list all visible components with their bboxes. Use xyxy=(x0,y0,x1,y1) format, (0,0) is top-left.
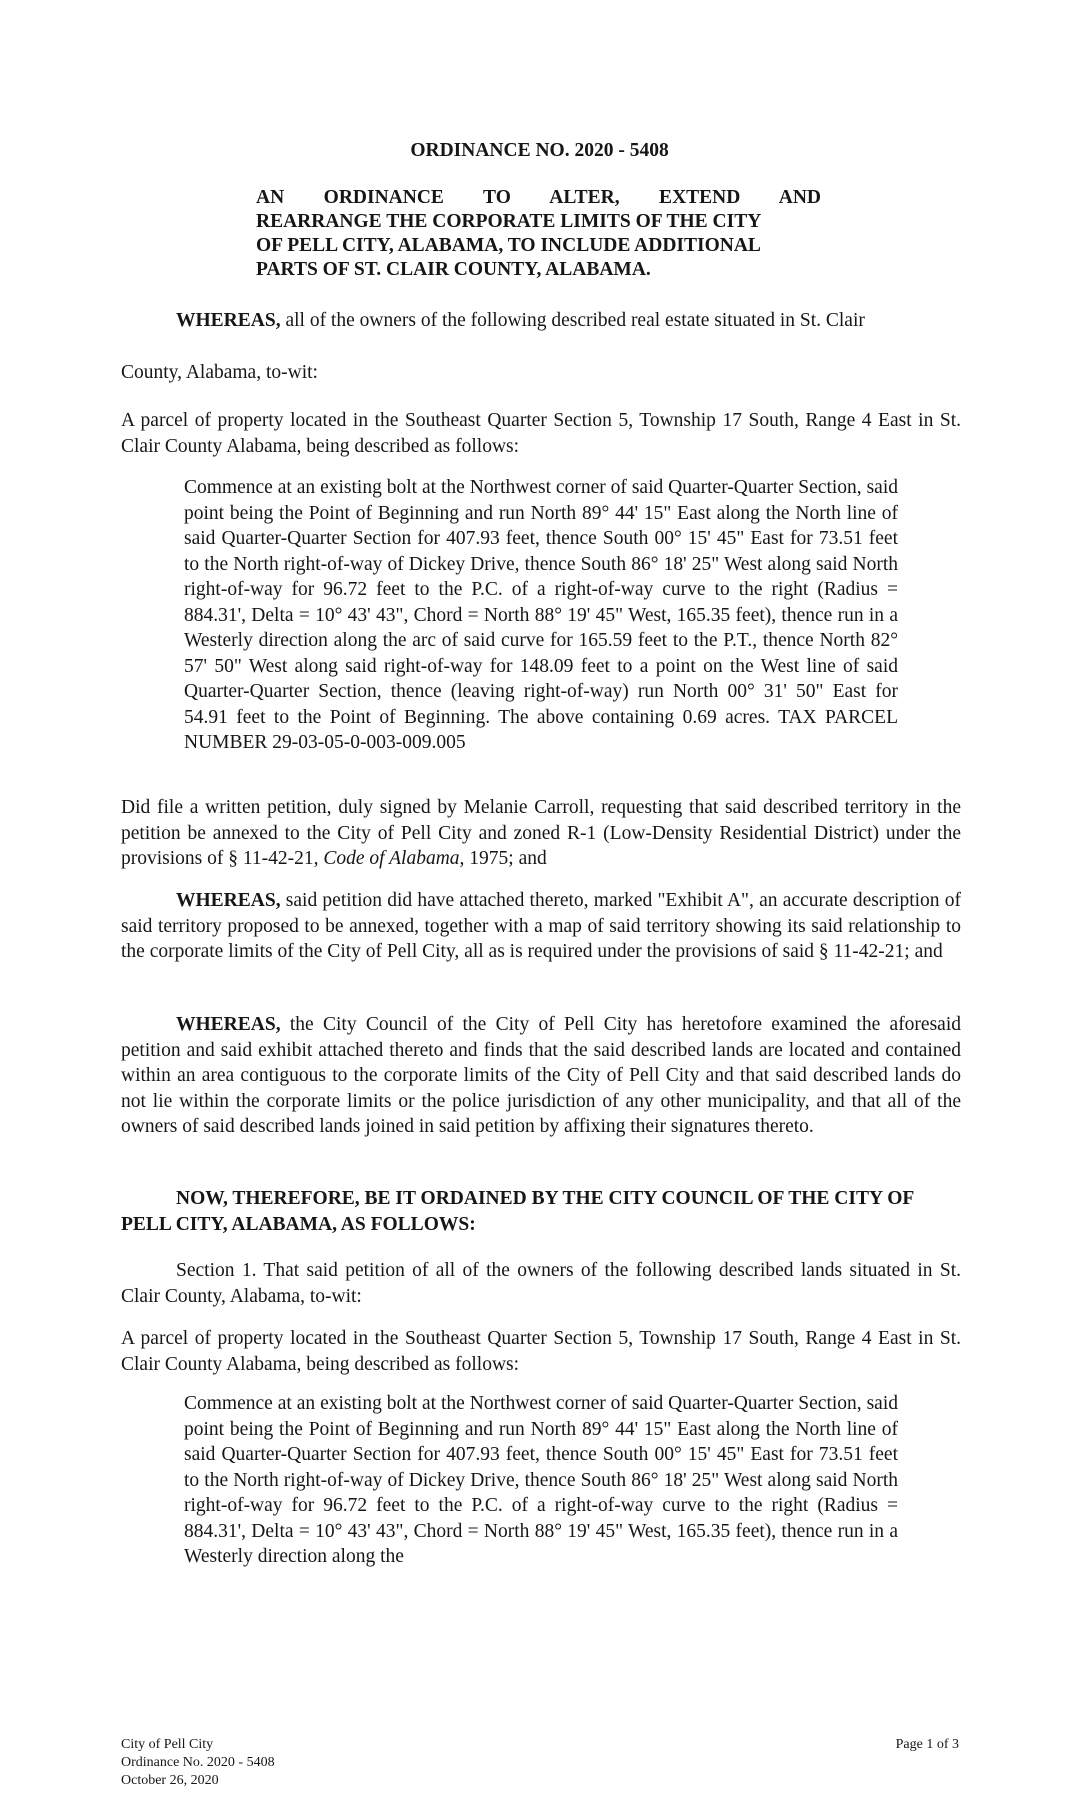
parcel-intro-2: A parcel of property located in the Southeast Quarter Section 5, Township 17 South, Range 4 East in St. Clair County Alabama, being described as follows: xyxy=(121,1328,961,1375)
ordinance-heading xyxy=(256,186,821,282)
heading-line: AN ORDINANCE TO ALTER, EXTEND AND xyxy=(256,187,821,208)
legal-description-2: Commence at an existing bolt at the Northwest corner of said Quarter-Quarter Section, said point being the Point of Beginning and run North 89° 44' 15" East along the North line of said Quarter-Quarter Section for 407.93 feet, thence South 00° 15' 45" East for 73.51 feet to the North right-of-way of Dickey Drive, thence South 86° 18' 25" West along said North right-of-way for 96.72 feet to the P.C. of a right-of-way curve to the right (Radius = 884.31', Delta = 10° 43' 43", Chord = North 88° 19' 45" West, 165.35 feet), thence run in a Westerly direction along the xyxy=(184,1393,898,1567)
whereas-lead: WHEREAS, xyxy=(176,1014,281,1035)
whereas-paragraph-1 xyxy=(176,308,961,334)
county-line: County, Alabama, to-wit: xyxy=(121,362,318,383)
whereas-lead: WHEREAS, xyxy=(176,310,281,331)
footer-ordinance: Ordinance No. 2020 - 5408 xyxy=(121,1755,275,1770)
whereas-paragraph-2 xyxy=(121,888,961,965)
legal-description: Commence at an existing bolt at the Northwest corner of said Quarter-Quarter Section, said point being the Point of Beginning and run North 89° 44' 15" East along the North line of said Quarter-Quarter Section for 407.93 feet, thence South 00° 15' 45" East for 73.51 feet to the North right-of-way of Dickey Drive, thence South 86° 18' 25" West along said North right-of-way for 96.72 feet to the P.C. of a right-of-way curve to the right (Radius = 884.31', Delta = 10° 43' 43", Chord = North 88° 19' 45" West, 165.35 feet), thence run in a Westerly direction along the arc of said curve for 165.59 feet to the P.T., thence North 82° 57' 50" West along said right-of-way for 148.09 feet to a point on the West line of said Quarter-Quarter Section, thence (leaving right-of-way) run North 00° 31' 50" East for 54.91 feet to the Point of Beginning. The above containing 0.69 acres. TAX PARCEL NUMBER 29-03-05-0-003-009.005 xyxy=(184,477,898,753)
section-1: Section 1. That said petition of all of the owners of the following described lands situated in St. Clair County, Alabama, to-wit: xyxy=(121,1260,961,1307)
whereas-text: the City Council of the City of Pell City has heretofore examined the aforesaid petition and said exhibit attached thereto and finds that the said described lands are located and contained within an area contiguous to the corporate limits of the City of Pell City and that said described lands do not lie within the corporate limits or the police jurisdiction of any other municipality, and that all of the owners of said described lands joined in said petition by affixing their signatures thereto. xyxy=(121,1014,961,1137)
heading-line: OF PELL CITY, ALABAMA, TO INCLUDE ADDITIONAL xyxy=(256,235,761,256)
heading-line: REARRANGE THE CORPORATE LIMITS OF THE CITY xyxy=(256,211,762,232)
petition-text: Did file a written petition, duly signed by Melanie Carroll, requesting that said described territory in the petition be annexed to the City of Pell City and zoned R-1 (Low-Density Residential District) under the provisions of § 11-42-21, xyxy=(121,797,961,869)
ordinance-title: ORDINANCE NO. 2020 - 5408 xyxy=(410,140,669,161)
footer-date: October 26, 2020 xyxy=(121,1773,219,1788)
whereas-paragraph-3 xyxy=(121,1012,961,1140)
whereas-text: all of the owners of the following described real estate situated in St. Clair xyxy=(280,310,865,331)
petition-paragraph xyxy=(121,795,961,872)
ordained-heading: NOW, THEREFORE, BE IT ORDAINED BY THE CITY COUNCIL OF THE CITY OF PELL CITY, ALABAMA, AS FOLLOWS: xyxy=(121,1188,914,1235)
heading-line: PARTS OF ST. CLAIR COUNTY, ALABAMA. xyxy=(256,259,651,280)
petition-text-end: , 1975; and xyxy=(459,848,547,869)
page-number: Page 1 of 3 xyxy=(895,1737,959,1752)
parcel-intro: A parcel of property located in the Southeast Quarter Section 5, Township 17 South, Range 4 East in St. Clair County Alabama, being described as follows: xyxy=(121,410,961,457)
footer-info xyxy=(121,1736,275,1790)
footer-city: City of Pell City xyxy=(121,1737,214,1752)
code-citation: Code of Alabama xyxy=(323,848,460,869)
whereas-text: said petition did have attached thereto, marked "Exhibit A", an accurate description of said territory proposed to be annexed, together with a map of said territory showing its said relationship to the corporate limits of the City of Pell City, all as is required under the provisions of said § 11-42-21; and xyxy=(121,890,961,962)
whereas-lead: WHEREAS, xyxy=(176,890,281,911)
